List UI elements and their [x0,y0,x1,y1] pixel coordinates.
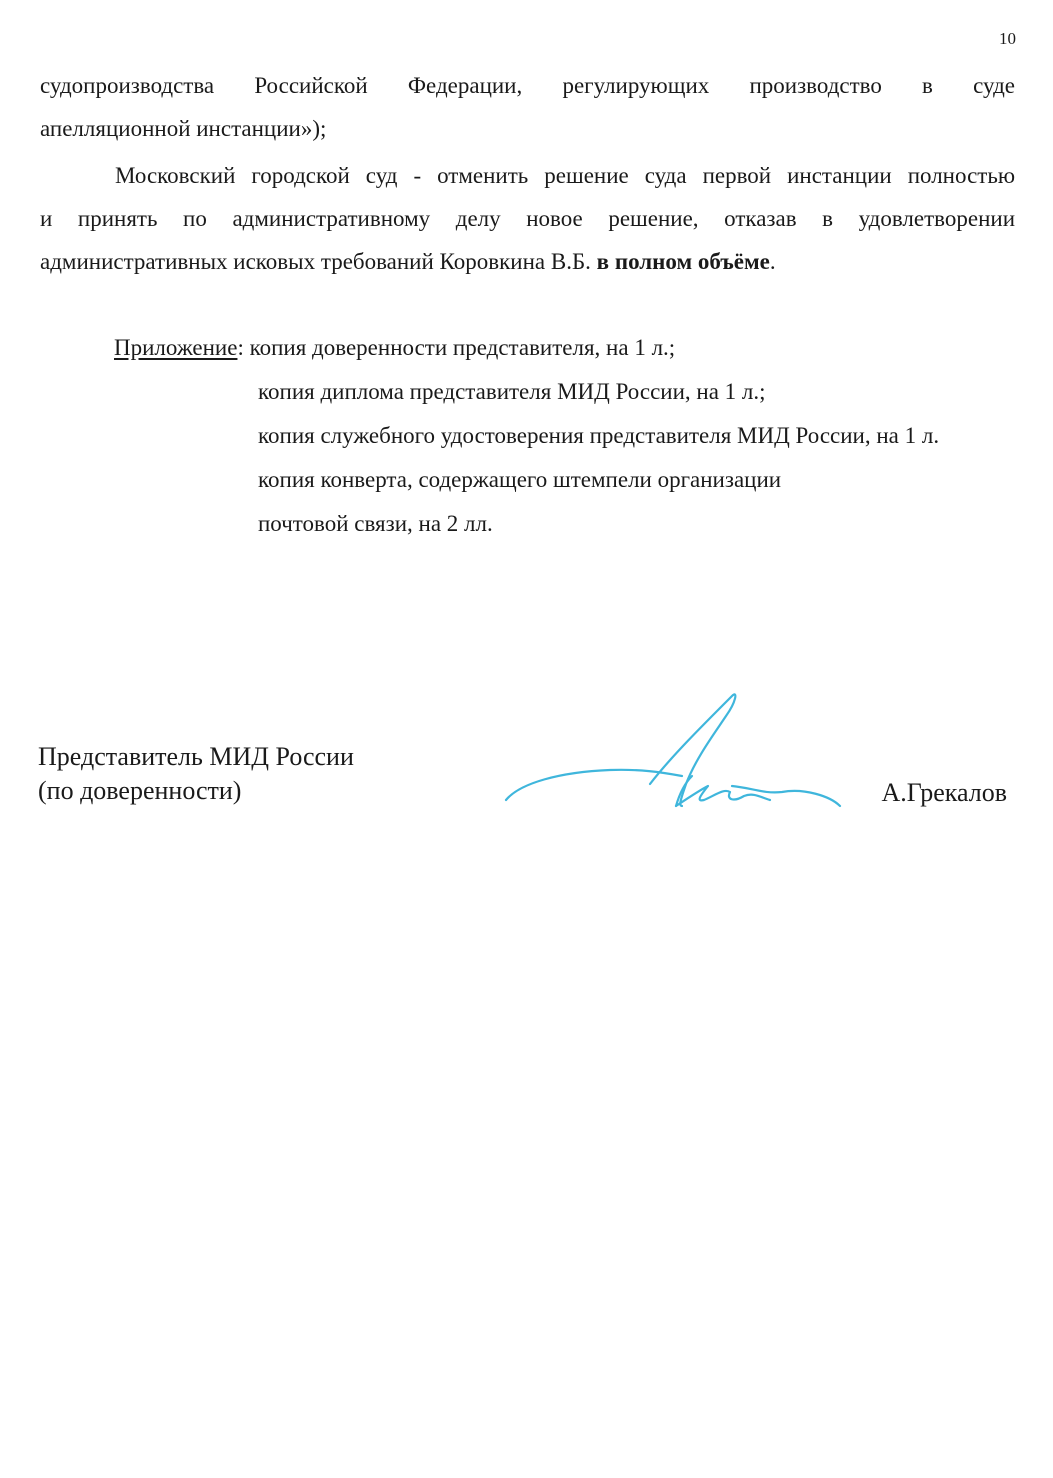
paragraph-line: Московский городской суд - отменить решение суда первой инстанции полностью [115,163,1015,188]
paragraph-text: административных исковых требований Коровкина В.Б. [40,249,597,274]
signature-stroke [650,694,735,806]
attachment-item: копия диплома представителя МИД России, на 1 л.; [258,379,766,404]
paragraph-continuation [40,64,1015,150]
signature-stroke [506,770,682,800]
paragraph-line-with-emphasis [40,240,1015,283]
attachment-item: почтовой связи, на 2 лл. [258,511,493,536]
attachments-list [114,326,1014,546]
handwritten-signature [500,688,845,828]
signatory-name: А.Грекалов [881,778,1007,807]
attachment-item: копия служебного удостоверения представителя МИД России, на 1 л. [258,423,940,448]
paragraph-line: и принять по административному делу новое решение, отказав в удовлетворении [40,206,1015,231]
attachments-label: Приложение [114,335,238,360]
signature-stroke [732,786,840,806]
paragraph-line: апелляционной инстанции»); [40,116,327,141]
paragraph-court-request [40,154,1015,283]
signatory-role [38,740,354,808]
attachments-separator: : [237,335,250,360]
paragraph-line: судопроизводства Российской Федерации, регулирующих производство в суде [40,73,1015,98]
attachment-first-line [114,326,1014,370]
page-number: 10 [999,29,1016,48]
attachment-item: копия конверта, содержащего штемпели организации [258,467,782,492]
emphasis-text: в полном объёме [596,249,770,274]
signatory-role-line: Представитель МИД России [38,742,354,771]
attachment-item: копия доверенности представителя, на 1 л.; [249,335,676,360]
signatory-role-line: (по доверенности) [38,776,242,805]
paragraph-punctuation: . [769,249,776,274]
